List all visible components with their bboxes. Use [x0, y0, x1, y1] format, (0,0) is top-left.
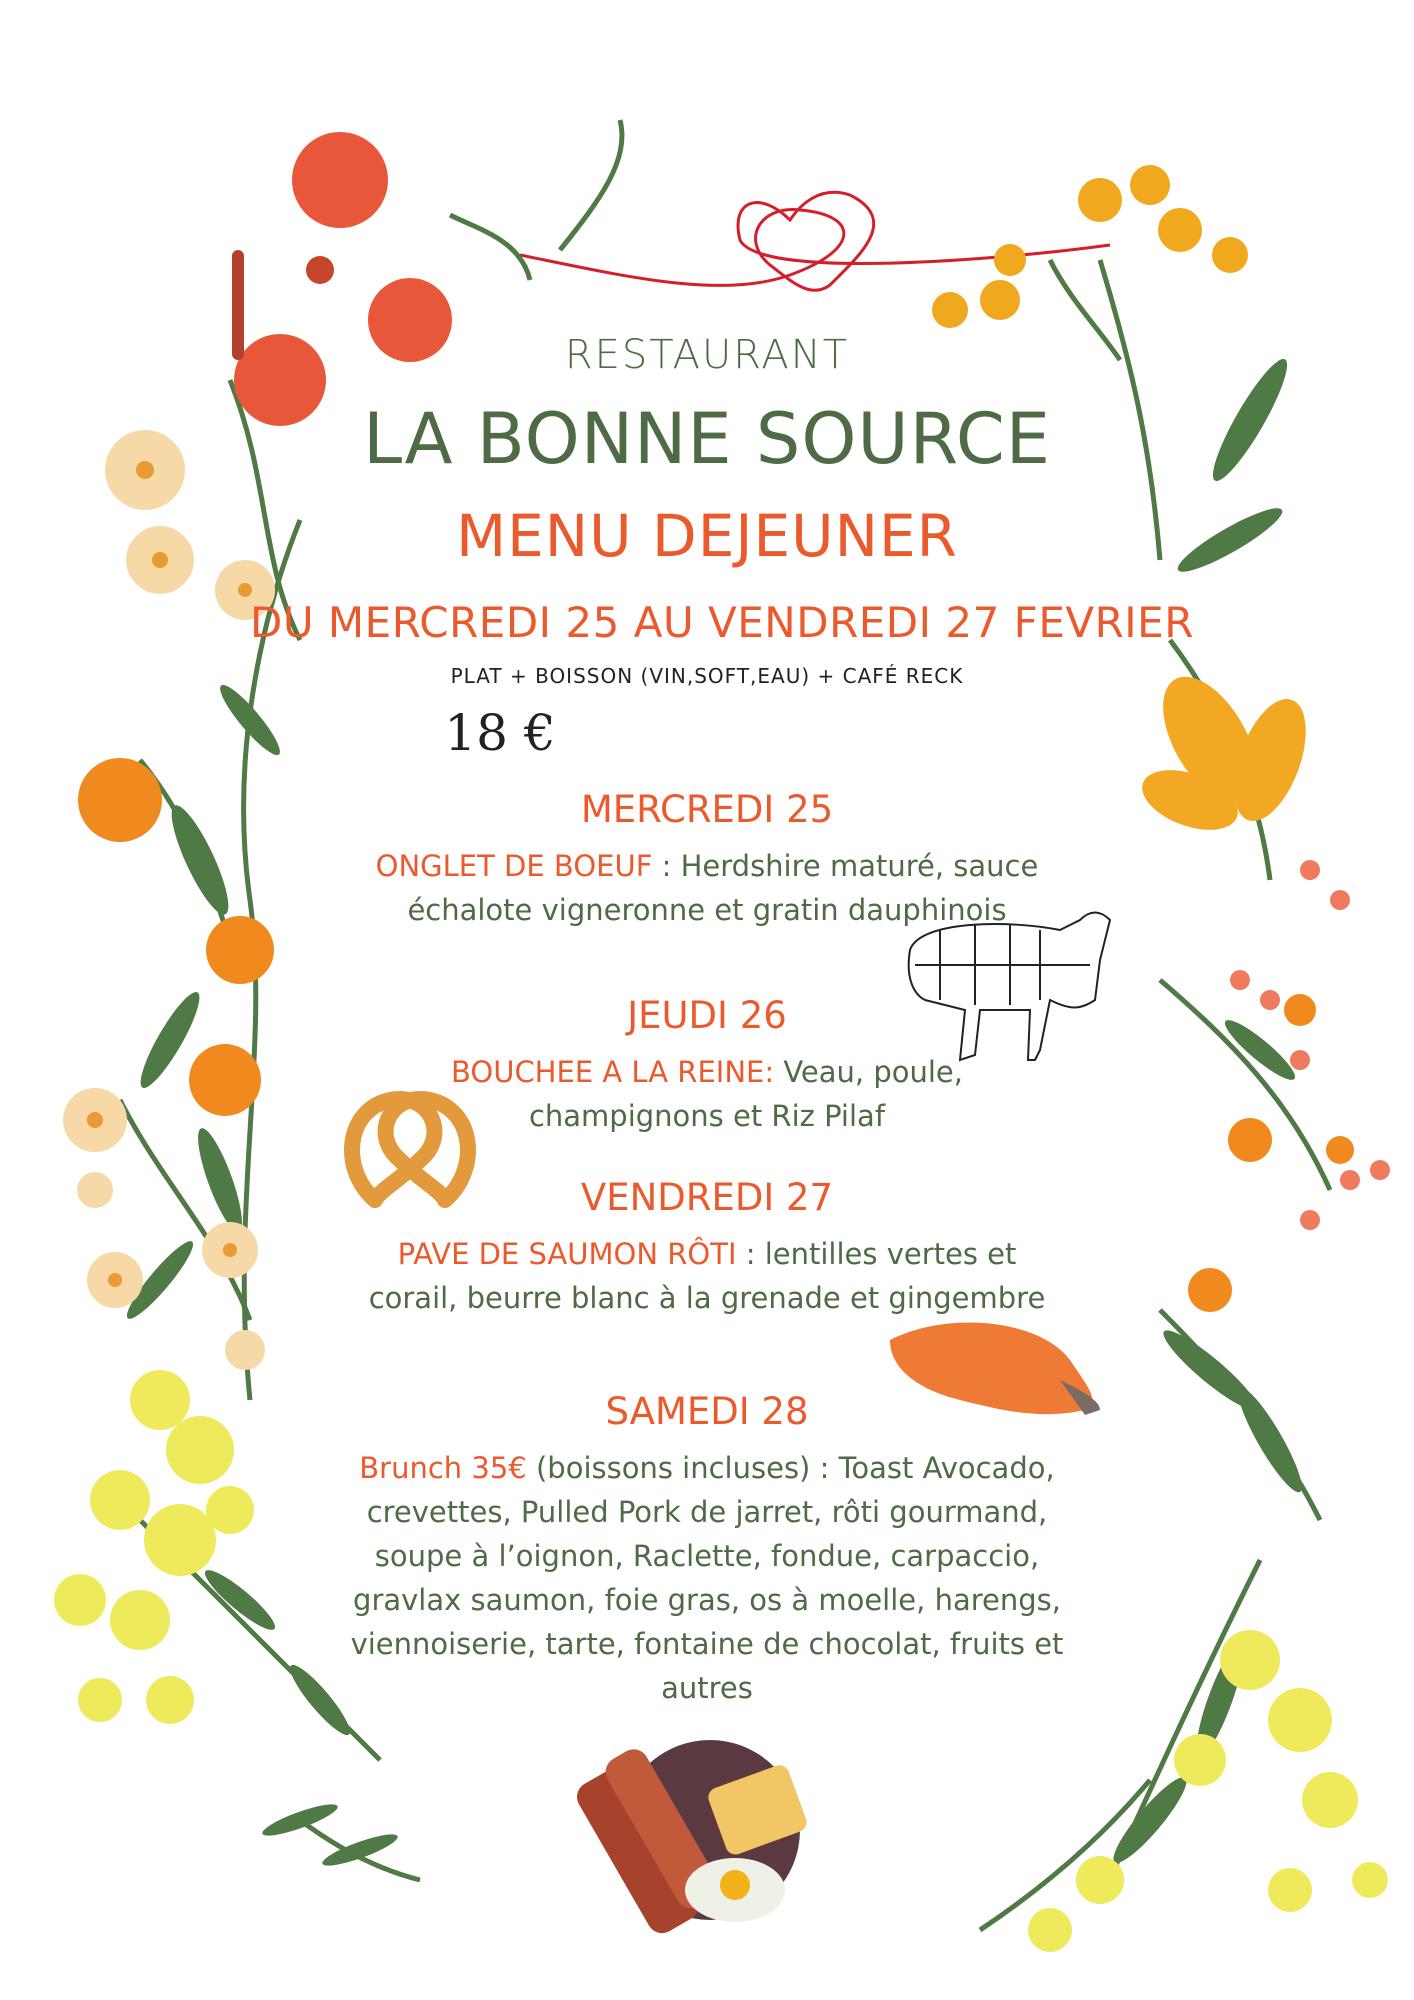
- dish-details: lentilles vertes et corail, beurre blanc à la grenade et gingembre: [368, 1237, 1046, 1315]
- day-heading: JEUDI 26: [627, 994, 787, 1037]
- dish-name: PAVE DE SAUMON RÔTI: [397, 1237, 737, 1271]
- right-orange-flowers: [1188, 994, 1354, 1312]
- day-heading: VENDREDI 27: [580, 1176, 834, 1219]
- price: 18 €: [444, 704, 556, 762]
- dish-separator: [527, 1451, 536, 1485]
- dish-name: ONGLET DE BOEUF: [375, 849, 653, 883]
- left-daisy-flowers: [63, 430, 275, 1370]
- dish-name: BOUCHEE A LA REINE:: [451, 1055, 775, 1089]
- dish-name: Brunch 35€: [359, 1451, 527, 1485]
- dish-description: [350, 844, 1064, 932]
- menu-content: [250, 0, 1194, 2000]
- menu-title: MENU DEJEUNER: [456, 502, 958, 570]
- dish-details: (boissons incluses) : Toast Avocado, crevettes, Pulled Pork de jarret, rôti gourmand, soupe à l’oignon, Raclette, fondue, carpaccio, gravlax saumon, foie gras, os à moelle, harengs, viennoiserie, tarte, fontaine de chocolat, fruits et autres: [350, 1451, 1064, 1705]
- dish-description: [350, 1232, 1064, 1320]
- dish-separator: [774, 1055, 783, 1089]
- day-heading: MERCREDI 25: [580, 788, 834, 831]
- day-heading: SAMEDI 28: [605, 1390, 809, 1433]
- dish-details: Veau, poule, champignons et Riz Pilaf: [528, 1055, 963, 1133]
- date-range: DU MERCREDI 25 AU VENDREDI 27 FEVRIER: [250, 598, 1194, 647]
- dish-description: [350, 1050, 1064, 1138]
- dish-separator: :: [652, 849, 681, 883]
- dish-details: Herdshire maturé, sauce échalote vigneronne et gratin dauphinois: [407, 849, 1039, 927]
- formula-text: PLAT + BOISSON (VIN,SOFT,EAU) + CAFÉ RECK: [450, 664, 964, 688]
- dish-separator: :: [736, 1237, 765, 1271]
- dish-description: [330, 1446, 1084, 1710]
- left-mimosa: [54, 1370, 254, 1724]
- restaurant-label: RESTAURANT: [564, 332, 850, 378]
- restaurant-name: LA BONNE SOURCE: [363, 398, 1051, 480]
